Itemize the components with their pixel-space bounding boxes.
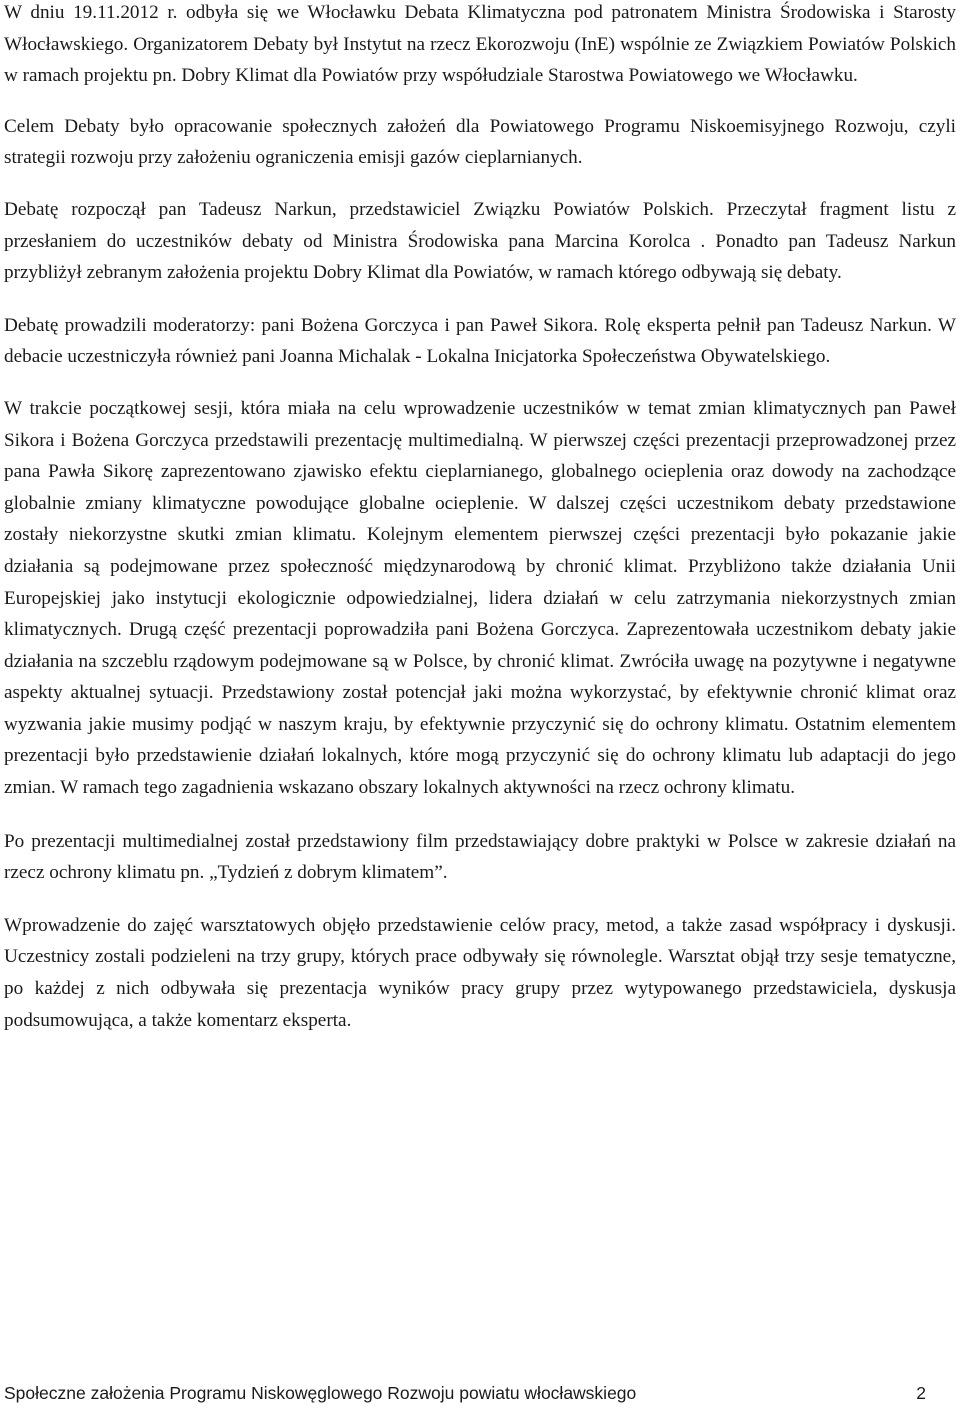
paragraph-film: Po prezentacji multimedialnej został przedstawiony film przedstawiający dobre praktyki w Polsce w zakresie działań na rzecz ochrony klimatu pn. „Tydzień z dobrym klimatem”. xyxy=(4,830,956,884)
paragraph-presentation: W trakcie początkowej sesji, która miała na celu wprowadzenie uczestników w temat zmian klimatycznych pan Paweł Sikora i Bożena Gorczyca przedstawili prezentację multimedialną. W pierwszej części prezentacji przeprowadzonej przez pana Pawła Sikorę zaprezentowano zjawisko efektu cieplarnianego, globalnego ocieplenia oraz dowody na zachodzące globalnie zmiany klimatyczne powodujące globalne ocieplenie. W dalszej części uczestnikom debaty przedstawione zostały niekorzystne skutki zmian klimatu. Kolejnym elementem pierwszej części prezentacji było pokazanie jakie działania są podejmowane przez społeczność międzynarodową by chronić klimat. Przybliżono także działania Unii Europejskiej jako instytucji ekologicznie odpowiedzialnej, lidera działań w celu zatrzymania niekorzystnych zmian klimatycznych. Drugą część prezentacji poprowadziła pani Bożena Gorczyca. Zaprezentowała uczestnikom debaty jakie działania na szczeblu rządowym podejmowane są w Polsce, by chronić klimat. Zwróciła uwagę na pozytywne i negatywne aspekty aktualnej sytuacji. Przedstawiony został potencjał jaki można wykorzystać, by efektywnie chronić klimat oraz wyzwania jakie musimy podjąć w naszym kraju, by efektywnie przyczynić się do ochrony klimatu. Ostatnim elementem prezentacji było przedstawienie działań lokalnych, które mogą przyczynić się do ochrony klimatu lub adaptacji do jego zmian. W ramach tego zagadnienia wskazano obszary lokalnych aktywności na rzecz ochrony klimatu. xyxy=(4,397,956,799)
page-footer xyxy=(4,1381,944,1405)
paragraph-workshop: Wprowadzenie do zajęć warsztatowych objęło przedstawienie celów pracy, metod, a także zasad współpracy i dyskusji. Uczestnicy zostali podzieleni na trzy grupy, których prace odbywały się równolegle. Warsztat objął trzy sesje tematyczne, po każdej z nich odbywała się prezentacja wyników pracy grupy przez wytypowanego przedstawiciela, dyskusja podsumowująca, a także komentarz eksperta. xyxy=(4,914,956,1031)
paragraph-intro: W dniu 19.11.2012 r. odbyła się we Włocławku Debata Klimatyczna pod patronatem Ministra Środowiska i Starosty Włocławskiego. Organizatorem Debaty był Instytut na rzecz Ekorozwoju (InE) wspólnie ze Związkiem Powiatów Polskich w ramach projektu pn. Dobry Klimat dla Powiatów przy współudziale Starostwa Powiatowego we Włocławku. xyxy=(4,2,956,87)
document-body xyxy=(4,0,956,1036)
footer-title: Społeczne założenia Programu Niskowęglowego Rozwoju powiatu włocławskiego xyxy=(4,1383,637,1403)
paragraph-goal: Celem Debaty było opracowanie społecznych założeń dla Powiatowego Programu Niskoemisyjnego Rozwoju, czyli strategii rozwoju przy założeniu ograniczenia emisji gazów cieplarnianych. xyxy=(4,115,956,169)
page-number: 2 xyxy=(916,1383,926,1403)
paragraph-opening: Debatę rozpoczął pan Tadeusz Narkun, przedstawiciel Związku Powiatów Polskich. Przeczytał fragment listu z przesłaniem do uczestników debaty od Ministra Środowiska pana Marcina Korolca . Ponadto pan Tadeusz Narkun przybliżył zebranym założenia projektu Dobry Klimat dla Powiatów, w ramach którego odbywają się debaty. xyxy=(4,198,956,284)
paragraph-moderators: Debatę prowadzili moderatorzy: pani Bożena Gorczyca i pan Paweł Sikora. Rolę eksperta pełnił pan Tadeusz Narkun. W debacie uczestniczyła również pani Joanna Michalak - Lokalna Inicjatorka Społeczeństwa Obywatelskiego. xyxy=(4,314,956,368)
